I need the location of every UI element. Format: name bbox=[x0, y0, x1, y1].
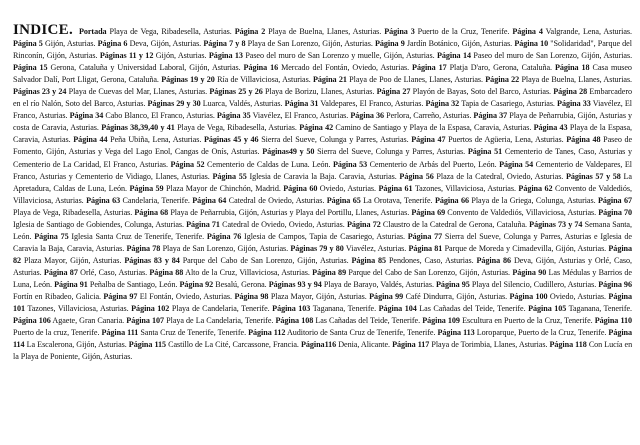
index-entry-page: Página 110 bbox=[594, 316, 633, 326]
index-entry-place: Playa del Silencio, Cudillero, Asturias. bbox=[471, 279, 597, 289]
index-entry-page: Página 5 bbox=[13, 39, 43, 49]
index-entry-place: Oviedo, Asturias. bbox=[319, 183, 376, 193]
index-entry-place: Gerona, Cataluña y Universidad Laboral, Gijón, Asturias. bbox=[50, 63, 241, 73]
index-entry-place: Sierra del Sueve, Colunga y Parres, Asturias. bbox=[261, 135, 409, 145]
index-entry-place: Viavélez, El Franco, Asturias. bbox=[252, 111, 349, 121]
index-entry-place: Catedral de Oviedo, Oviedo, Asturias. bbox=[222, 219, 345, 229]
index-entry-place: "Solidaridad", Parque del Rinconín, Gijón, Asturias. bbox=[13, 39, 632, 61]
index-entry-page: Página 89 bbox=[312, 267, 347, 277]
index-entry-page: Página 13 bbox=[208, 51, 243, 61]
index-entry-page: Página 34 bbox=[69, 111, 104, 121]
index-entry-place: Playa de Vega, Ribadesella, Asturias. bbox=[109, 27, 232, 36]
index-entry-page: Página 101 bbox=[13, 292, 633, 314]
index-entry-place: Gijón, Asturias. bbox=[155, 51, 207, 61]
index-entry-place: Peñalba de Santiago, León. bbox=[89, 279, 178, 289]
index-entry-place: Playa de Peñarrubia, Gijón, Asturias y Playa del Portillu, Llanes, Asturias. bbox=[170, 207, 410, 217]
index-entry-place: Parque del Cabo de San Lorenzo, Gijón, Asturias. bbox=[348, 267, 510, 277]
index-entry-place: Casa museo Salvador Dalí, Port Lligat, Gerona, Cataluña. bbox=[13, 63, 632, 85]
index-entry-page: Página 78 bbox=[126, 243, 161, 253]
index-entry-place: El Fontán, Oviedo, Asturias. bbox=[139, 292, 233, 302]
index-entry-page: Página 86 bbox=[476, 255, 512, 265]
index-entry-place: Alto de la Cruz, Villaviciosa, Asturias. bbox=[185, 267, 310, 277]
index-entry-page: Página 6 bbox=[97, 39, 128, 49]
index-entry-page: Página 100 bbox=[509, 292, 548, 302]
index-entry-place: Tazones, Villaviciosa, Asturias. bbox=[414, 183, 516, 193]
index-entry-place: Paseo del muro de San Lorenzo y muelle, Gijón, Asturias. bbox=[245, 51, 435, 61]
index-entry-place: Oviedo, Asturias. bbox=[549, 292, 607, 302]
index-entry-page: Página 28 bbox=[553, 87, 588, 97]
index-entry-page: Página 31 bbox=[284, 99, 319, 109]
index-entry-page: Páginas 23 y 24 bbox=[13, 87, 67, 97]
index-entry-place: Puertos de Agüeria, Lena, Asturias. bbox=[448, 135, 564, 145]
index-entry-page: Página 3 bbox=[384, 27, 415, 36]
index-entry-page: Página 4 bbox=[512, 27, 543, 36]
index-entry-page: Página 109 bbox=[422, 316, 460, 326]
index-entry-place: Playa de Vega, Ribadesella, Asturias. bbox=[177, 123, 297, 133]
index-entry-page: Página 92 bbox=[179, 279, 214, 289]
index-entry-place: Cementerio de Tanes, Caso, Asturias y Cementerio de La Caridad, El Franco, Asturias. bbox=[13, 147, 632, 169]
index-entry-place: Sierra del Sueve, Colunga y Parres, Asturias. bbox=[317, 147, 466, 157]
index-entry-place: Playa de la Griega, Colunga, Asturias. bbox=[471, 195, 596, 205]
index-entry-page: Página 15 bbox=[13, 63, 48, 73]
index-entry-page: Página 99 bbox=[369, 292, 404, 302]
index-entry-page: Página 53 bbox=[333, 159, 368, 169]
index-entry-page: Página 27 bbox=[376, 87, 411, 97]
index-entry-place: Gijón, Asturias. bbox=[44, 39, 96, 49]
index-entry-page: Página 98 bbox=[234, 292, 269, 302]
index-entry-place: La Escalerona, Gijón, Asturias. bbox=[26, 340, 127, 350]
index-entry-page: Página 103 bbox=[272, 304, 311, 314]
index-entry-place: Santa Cruz de Tenerife, Tenerife. bbox=[140, 328, 247, 338]
index-entry-page: Página 71 bbox=[186, 219, 220, 229]
index-entry-place: Iglesia de Santiago de Gobiendes, Colunga, Asturias. bbox=[13, 219, 184, 229]
index-entry-page: Página 105 bbox=[528, 304, 567, 314]
index-entry-place: Fortín en Ribadeo, Galicia. bbox=[13, 292, 101, 302]
index-entry-place: Deva, Gijón, Asturias. bbox=[129, 39, 202, 49]
index-entry-place: Convento de Valdediós, Villaviciosa, Asturias. bbox=[13, 183, 632, 205]
index-entry-place: Pendones, Caso, Asturias. bbox=[388, 255, 474, 265]
index-entry-page: Página 91 bbox=[54, 279, 88, 289]
index-entry-place: Luarca, Valdés, Asturias. bbox=[202, 99, 283, 109]
index-entry-place: Viavélez, El Franco, Asturias. bbox=[13, 99, 632, 121]
index-entry-page: Página 36 bbox=[350, 111, 385, 121]
index-entry-place: Denia, Alicante. bbox=[338, 340, 390, 350]
index-entry-place: Platja D'aro, Gerona, Cataluña. bbox=[449, 63, 552, 73]
index-text bbox=[13, 24, 632, 363]
index-entry-place: Valdepares, El Franco, Asturias. bbox=[320, 99, 424, 109]
index-entry-page: Páginas 38,39,40 y 41 bbox=[101, 123, 175, 133]
index-entry-page: Páginas 19 y 20 bbox=[161, 75, 215, 85]
index-entry-place: Castillo de La Cité, Carcassone, Francia. bbox=[168, 340, 299, 350]
index-entry-page: Página 48 bbox=[566, 135, 601, 145]
index-entry-place: Deva, Gijón, Asturias y Orlé, Caso, Asturias. bbox=[13, 255, 632, 277]
index-entry-page: Página 52 bbox=[170, 159, 205, 169]
index-entry-place: Playa de Buelna, Llanes, Asturias. bbox=[521, 75, 633, 85]
index-entry-page: Página 33 bbox=[557, 99, 591, 109]
index-entry-page: Página 112 bbox=[248, 328, 286, 338]
index-entry-place: Puerto de la cruz, Tenerife. bbox=[13, 328, 100, 338]
index-entry-page: Página 95 bbox=[436, 279, 470, 289]
index-entry-place: Playa de La Candelaria, Tenerife. bbox=[166, 316, 274, 326]
index-entry-page: Página 35 bbox=[216, 111, 251, 121]
index-entry-page: Página 21 bbox=[312, 75, 347, 85]
index-entry-place: Parque del Cabo de San Lorenzo, Gijón, Asturias. bbox=[182, 255, 349, 265]
index-entry-page: Página 32 bbox=[425, 99, 460, 109]
index-entry-page: Página 61 bbox=[378, 183, 413, 193]
index-entry-page: Página 10 bbox=[514, 39, 549, 49]
index-entry-place: Iglesia Santa Cruz de Tenerife, Tenerife. bbox=[71, 231, 205, 241]
index-entry-place: Playa de Candelaria, Tenerife. bbox=[171, 304, 270, 314]
index-entry-page: Página 102 bbox=[131, 304, 170, 314]
index-entry-page: Página 77 bbox=[407, 231, 443, 241]
index-entry-place: Loroparque, Puerto de la Cruz, Tenerife. bbox=[476, 328, 607, 338]
index-entry-page: Página 87 bbox=[43, 267, 78, 277]
index-entry-place: La Orotava, Tenerife. bbox=[363, 195, 433, 205]
index-entry-page: Páginas49 y 50 bbox=[262, 147, 315, 157]
index-entry-page: Páginas 83 y 84 bbox=[124, 255, 180, 265]
index-entry-page: Página 82 bbox=[13, 243, 632, 265]
index-entry-place: Plaza Mayor, Gijón, Asturias. bbox=[270, 292, 367, 302]
index-entry-page: Página 16 bbox=[243, 63, 279, 73]
index-entry-page: Página 62 bbox=[518, 183, 553, 193]
index-entry-page: Página 90 bbox=[512, 267, 547, 277]
index-entry-page: Página 55 bbox=[212, 171, 247, 181]
index-entry-place: Iglesia de Campos, Tapia de Casariego, Asturias. bbox=[244, 231, 405, 241]
index-entry-page: Página 76 bbox=[206, 231, 242, 241]
index-entry-page: Página 97 bbox=[103, 292, 138, 302]
index-entry-place: Playa de Borizu, Llanes, Asturias. bbox=[264, 87, 375, 97]
index-entry-page: Página 7 y 8 bbox=[203, 39, 246, 49]
index-entry-place: Con Lucía en la Playa de Poniente, Gijón, Asturias. bbox=[13, 340, 633, 362]
index-entry-page: Página 51 bbox=[467, 147, 503, 157]
index-entry-page: Página 88 bbox=[149, 267, 184, 277]
index-entry-place: Tazones, Villaviciosa, Asturias. bbox=[27, 304, 129, 314]
index-entry-page: Página 66 bbox=[434, 195, 469, 205]
index-entry-page: Página 54 bbox=[499, 159, 534, 169]
index-entry-page: Página 104 bbox=[378, 304, 417, 314]
index-entry-page: Página 22 bbox=[485, 75, 520, 85]
index-entry-page: Página 118 bbox=[549, 340, 587, 350]
index-entry-place: Tapia de Casariego, Asturias. bbox=[461, 99, 555, 109]
index-entry-place: Plaza Mayor de Chinchón, Madrid. bbox=[166, 183, 281, 193]
index-entry-page: Páginas 11 y 12 bbox=[99, 51, 154, 61]
index-entry-page: Páginas 57 y 58 bbox=[566, 171, 621, 181]
index-entry-place: Playa de Torimbia, Llanes, Asturias. bbox=[431, 340, 548, 350]
index-entry-place: Viavélez, Asturias. bbox=[345, 243, 407, 253]
index-entry-place: Jardín Botánico, Gijón, Asturias. bbox=[406, 39, 513, 49]
index-entry-page: Página116 bbox=[300, 340, 337, 350]
index-entry-place: Valgrande, Lena, Asturias. bbox=[545, 27, 633, 36]
index-entry-page: Página 113 bbox=[437, 328, 475, 338]
index-entry-place: Agaete, Gran Canaria. bbox=[52, 316, 125, 326]
index-entry-page: Página 14 bbox=[436, 51, 471, 61]
index-entry-page: Página 42 bbox=[299, 123, 334, 133]
index-entry-place: Orlé, Caso, Asturias. bbox=[80, 267, 148, 277]
index-entry-place: Playa de Buelna, Llanes, Asturias. bbox=[268, 27, 382, 36]
index-entry-page: Página 2 bbox=[234, 27, 266, 36]
index-entry-page: Página 67 bbox=[597, 195, 632, 205]
index-entry-place: Escultura en Puerto de la Cruz, Tenerife. bbox=[462, 316, 593, 326]
index-entry-place: Las Cañadas del Teide, Tenerife. bbox=[419, 304, 526, 314]
index-entry-place: Taganana, Tenerife. bbox=[312, 304, 377, 314]
index-entry-page: Página 43 bbox=[533, 123, 568, 133]
index-entry-place: La Apretadura, Caldas de Luna, León. bbox=[13, 171, 632, 193]
index-entry-place: Las Médulas y Barrios de Luna, León. bbox=[13, 267, 632, 289]
index-entry-place: Catedral de Oviedo, Asturias. bbox=[228, 195, 325, 205]
index-entry-place: Sierra del Sueve, Colunga y Parres, Asturias e Iglesia de Caravia la Baja, Caravia, Asturias. bbox=[13, 231, 632, 253]
index-entry-place: Semana Santa, León. bbox=[13, 219, 632, 241]
index-entry-page: Página 108 bbox=[275, 316, 314, 326]
index-entry-place: Playa de la Espasa, Caravia, Asturias. bbox=[13, 123, 633, 145]
index-entry-place: Peña Ubiña, Lena, Asturias. bbox=[110, 135, 202, 145]
index-entry-page: Página 63 bbox=[86, 195, 121, 205]
index-entry-page: Página 117 bbox=[392, 340, 430, 350]
index-entry-place: Perlora, Carreño, Asturias. bbox=[386, 111, 472, 121]
index-entry-page: Página 68 bbox=[134, 207, 169, 217]
index-entry-page: Página 44 bbox=[73, 135, 108, 145]
index-entry-page: Página 75 bbox=[34, 231, 69, 241]
index-entry-page: Páginas 25 y 26 bbox=[209, 87, 263, 97]
index-entry-page: Página 59 bbox=[129, 183, 164, 193]
index-entry-page: Página 64 bbox=[192, 195, 227, 205]
index-entry-page: Páginas 79 y 80 bbox=[290, 243, 344, 253]
index-entry-page: Página 106 bbox=[13, 316, 51, 326]
index-entry-place: Playa de Cuevas del Mar, Llanes, Asturias. bbox=[68, 87, 208, 97]
index-entry-page: Página 69 bbox=[411, 207, 446, 217]
index-entry-place: Paseo del muro de San Lorenzo, Gijón, Asturias. bbox=[473, 51, 633, 61]
index-entry-page: Página 47 bbox=[411, 135, 446, 145]
index-entry-place: Cabo Blanco, El Franco, Asturias. bbox=[105, 111, 215, 121]
index-entry-place: Paseo de Fomento, Gijón, Asturias y Vega del Lago Enol, Cangas de Onís, Asturias. bbox=[13, 135, 633, 157]
index-entry-place: Convento de Valdediós, Villaviciosa, Asturias. bbox=[447, 207, 597, 217]
index-entry-place: Camino de Santiago y Playa de la Espasa, Caravia, Asturias. bbox=[335, 123, 532, 133]
index-entry-page: Página 72 bbox=[346, 219, 381, 229]
index-entry-place: Claustro de la Catedral de Gerona, Cataluña. bbox=[382, 219, 527, 229]
index-entry-place: Plaza de la Catedral, Oviedo, Asturias. bbox=[436, 171, 564, 181]
index-entry-place: Las Cañadas del Teide, Tenerife. bbox=[315, 316, 421, 326]
index-title: INDICE. bbox=[13, 22, 74, 38]
index-entry-page: Página 9 bbox=[374, 39, 405, 49]
index-entry-place: Plaza Mayor, Gijón, Asturias. bbox=[23, 255, 122, 265]
index-entry-place: Cementerio de Arbás del Puerto, León. bbox=[369, 159, 497, 169]
index-entry-place: Auditorio de Santa Cruz de Tenerife, Tenerife. bbox=[286, 328, 436, 338]
index-entry-page: Página 37 bbox=[473, 111, 508, 121]
index-entry-place: Taganana, Tenerife. bbox=[568, 304, 633, 314]
index-entry-page: Página 81 bbox=[408, 243, 443, 253]
index-entry-place: Playa de Poo de Llanes, Llanes, Asturias. bbox=[349, 75, 483, 85]
index-entry-place: Parque de Moreda y Cimadevilla, Gijón, Asturias. bbox=[444, 243, 607, 253]
index-entry-place: Besalú, Gerona. bbox=[215, 279, 267, 289]
index-entry-place: Playa de Barayo, Valdés, Asturias. bbox=[323, 279, 434, 289]
index-entry-place: Candelaria, Tenerife. bbox=[122, 195, 190, 205]
index-entry-page: Página 17 bbox=[412, 63, 447, 73]
index-entry-place: Ría de Villaviciosa, Asturias. bbox=[217, 75, 311, 85]
index-entry-page: Portada bbox=[78, 27, 107, 36]
index-entry-page: Páginas 73 y 74 bbox=[529, 219, 583, 229]
index-entry-place: Mercado del Fontán, Oviedo, Asturias. bbox=[281, 63, 410, 73]
index-entry-place: Playa de San Lorenzo, Gijón, Asturias. bbox=[247, 39, 373, 49]
index-entry-page: Páginas 93 y 94 bbox=[268, 279, 322, 289]
index-entry-place: Cementerio de Valdepares, El Franco, Asturias y Cementerio de Vidiago, Llanes, Asturias. bbox=[13, 159, 632, 181]
index-entry-place: Playa de San Lorenzo, Gijón, Asturias. bbox=[162, 243, 289, 253]
index-entry-page: Página 107 bbox=[126, 316, 165, 326]
index-entry-page: Página 96 bbox=[598, 279, 632, 289]
index-entry-page: Página 114 bbox=[13, 328, 633, 350]
index-entry-place: Embarcadero en el río Nalón, Soto del Barco, Asturias. bbox=[13, 87, 633, 109]
index-entry-page: Página 56 bbox=[399, 171, 434, 181]
index-entry-place: Iglesia de Caravia la Baja. Caravia, Asturias. bbox=[249, 171, 397, 181]
index-entry-place: Playa de Vega, Ribadesella, Asturias. bbox=[13, 207, 133, 217]
index-entry-place: Cementerio de Caldas de Luna. León. bbox=[207, 159, 331, 169]
index-entry-place: Café Dindurra, Gijón, Asturias. bbox=[405, 292, 508, 302]
index-entry-page: Página 60 bbox=[283, 183, 318, 193]
index-entry-page: Página 115 bbox=[128, 340, 167, 350]
index-entry-page: Páginas 29 y 30 bbox=[147, 99, 201, 109]
index-entry-page: Página 111 bbox=[101, 328, 139, 338]
index-entry-page: Página 18 bbox=[554, 63, 590, 73]
index-entry-place: Playa de Peñarrubia, Gijón, Asturias y costa de Caravia, Asturias. bbox=[13, 111, 633, 133]
index-entry-page: Página 85 bbox=[351, 255, 387, 265]
index-entry-page: Página 70 bbox=[598, 207, 633, 217]
index-entry-page: Página 65 bbox=[326, 195, 361, 205]
index-entry-place: Puerto de la Cruz, Tenerife. bbox=[417, 27, 510, 36]
index-entry-page: Páginas 45 y 46 bbox=[203, 135, 259, 145]
index-entry-place: Playón de Bayas, Soto del Barco, Asturias. bbox=[412, 87, 552, 97]
